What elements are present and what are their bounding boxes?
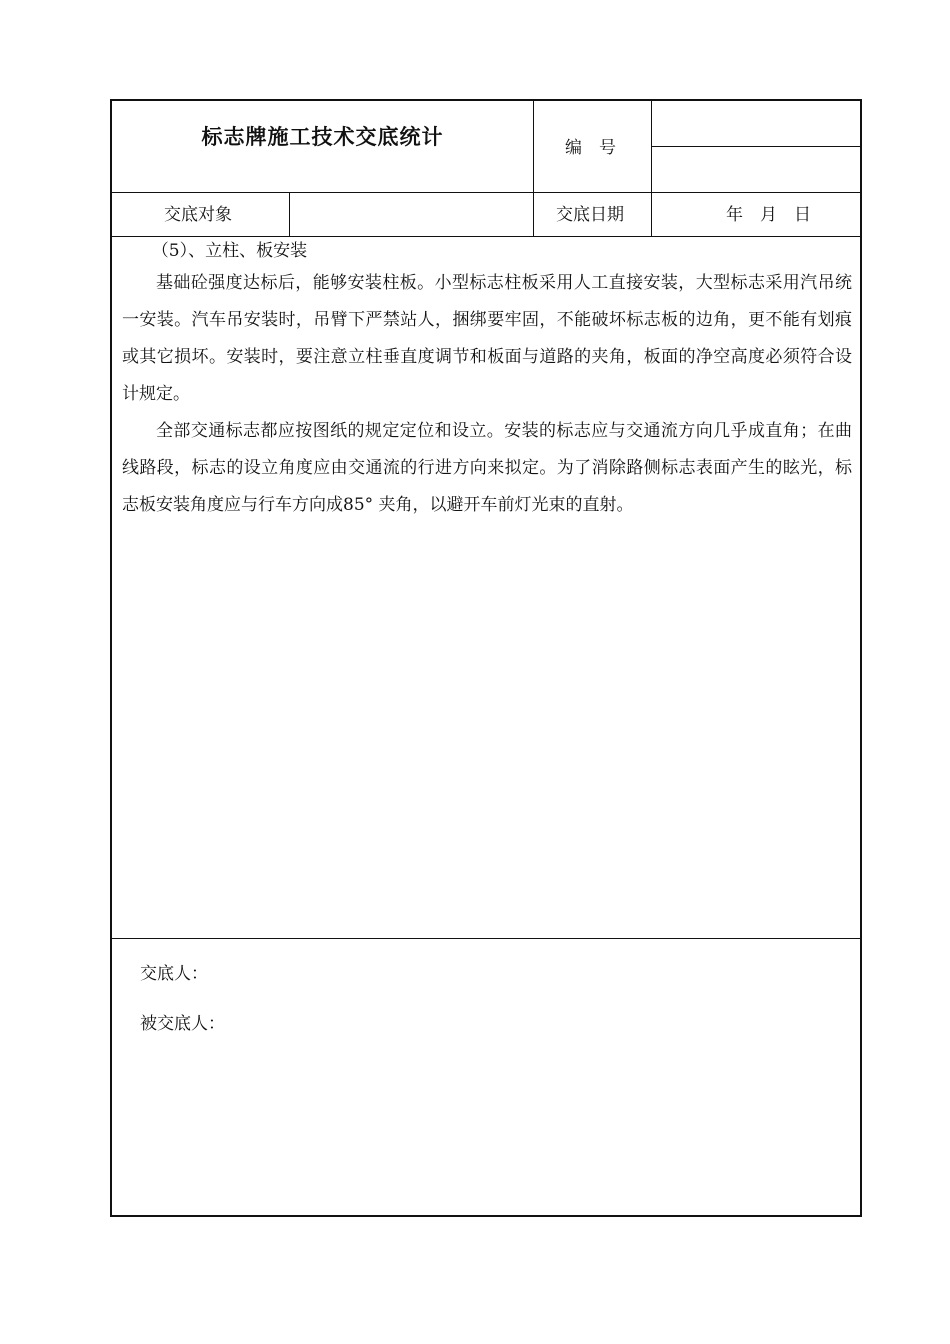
discloser-label: 交底人： bbox=[140, 964, 208, 984]
number-row-divider bbox=[651, 146, 861, 147]
date-label: 交底日期 bbox=[556, 205, 624, 225]
recipient-label: 被交底人： bbox=[140, 1014, 225, 1034]
number-cell-divider bbox=[651, 100, 652, 237]
date-value: 年 月 日 bbox=[726, 205, 811, 225]
signature-section-divider bbox=[111, 938, 861, 939]
target-label: 交底对象 bbox=[164, 205, 232, 225]
section-heading: （5）、立柱、板安装 bbox=[151, 241, 308, 261]
number-label: 编 号 bbox=[565, 138, 616, 158]
target-cell-divider bbox=[289, 193, 290, 237]
form-title: 标志牌施工技术交底统计 bbox=[201, 124, 444, 149]
content-paragraph: 全部交通标志都应按图纸的规定定位和设立。安装的标志应与交通流方向几乎成直角；在曲线路段，标志的设立角度应由交通流的行进方向来拟定。为了消除路侧标志表面产生的眩光，标志板安装角度应与行车方向成85° 夹角，以避开车前灯光束的直射。 bbox=[122, 421, 852, 515]
header-row-divider bbox=[111, 192, 861, 193]
content-paragraph: 基础砼强度达标后，能够安装柱板。小型标志柱板采用人工直接安装，大型标志采用汽吊统一安装。汽车吊安装时，吊臂下严禁站人，捆绑要牢固，不能破坏标志板的边角，更不能有划痕或其它损坏。安装时，要注意立柱垂直度调节和板面与道路的夹角，板面的净空高度必须符合设计规定。 bbox=[122, 273, 852, 404]
disclosure-content bbox=[122, 237, 852, 524]
title-cell-divider bbox=[533, 100, 534, 237]
